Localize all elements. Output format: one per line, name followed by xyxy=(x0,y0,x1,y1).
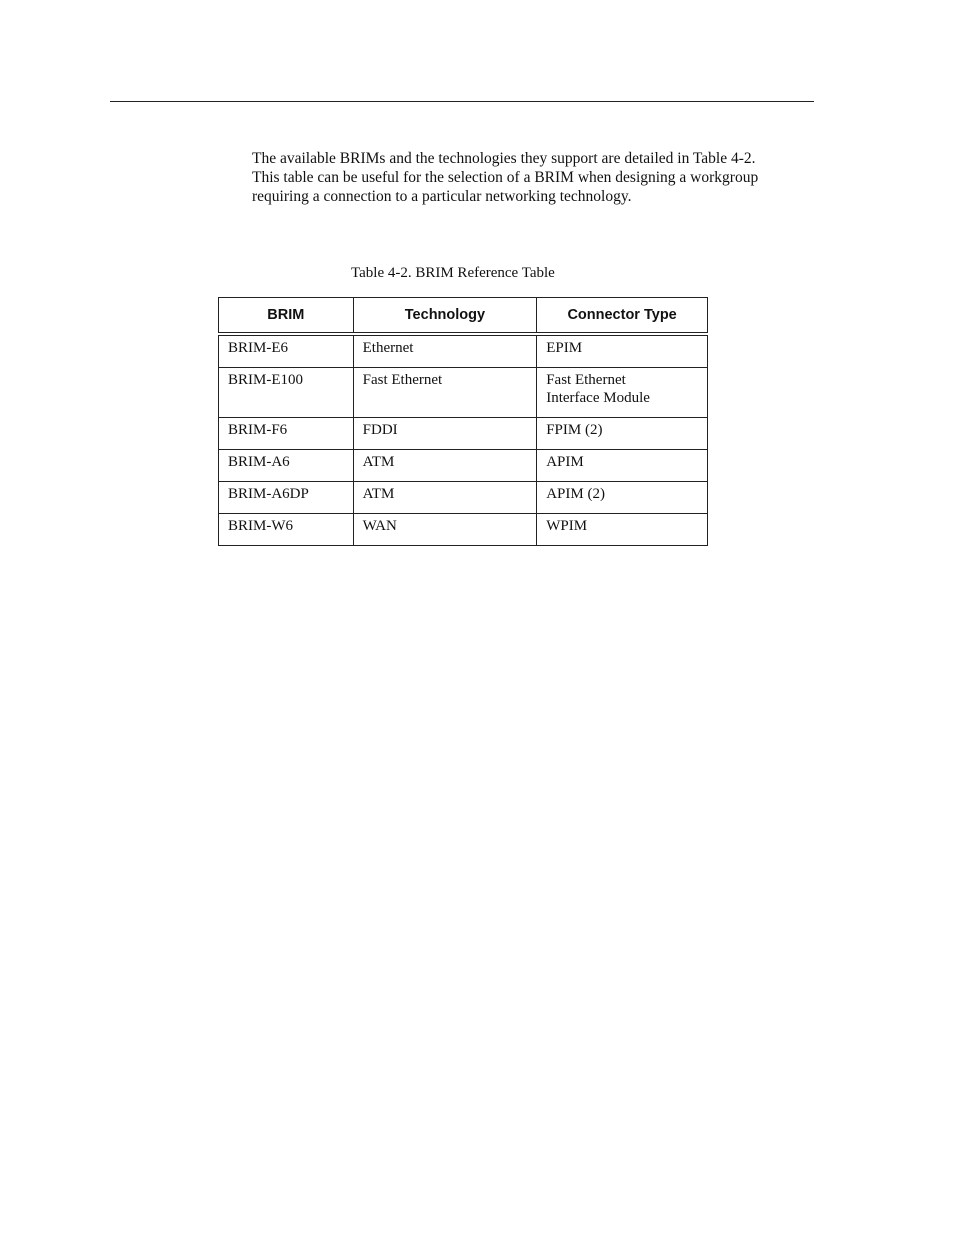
cell-brim: BRIM-W6 xyxy=(219,514,354,546)
cell-brim: BRIM-A6 xyxy=(219,450,354,482)
intro-paragraph xyxy=(252,149,822,206)
connector-line: Fast Ethernet xyxy=(546,372,626,388)
cell-connector xyxy=(537,418,708,450)
intro-line: This table can be useful for the selection of a BRIM when designing a workgroup xyxy=(252,169,759,186)
cell-technology: Fast Ethernet xyxy=(353,368,537,418)
cell-connector xyxy=(537,334,708,368)
cell-brim: BRIM-E6 xyxy=(219,334,354,368)
connector-line: FPIM (2) xyxy=(546,422,603,438)
column-header-connector-type: Connector Type xyxy=(537,298,708,335)
cell-connector xyxy=(537,450,708,482)
cell-technology: FDDI xyxy=(353,418,537,450)
intro-line: The available BRIMs and the technologies they support are detailed in Table 4-2. xyxy=(252,150,756,167)
cell-technology: ATM xyxy=(353,450,537,482)
cell-brim: BRIM-E100 xyxy=(219,368,354,418)
column-header-brim: BRIM xyxy=(219,298,354,335)
cell-brim: BRIM-F6 xyxy=(219,418,354,450)
table-row xyxy=(219,418,708,450)
table-header-row xyxy=(219,298,708,335)
connector-line: Interface Module xyxy=(546,390,650,406)
cell-technology: ATM xyxy=(353,482,537,514)
cell-brim: BRIM-A6DP xyxy=(219,482,354,514)
connector-line: APIM (2) xyxy=(546,486,605,502)
cell-technology: Ethernet xyxy=(353,334,537,368)
cell-connector xyxy=(537,482,708,514)
table-caption: Table 4-2. BRIM Reference Table xyxy=(351,265,555,281)
connector-line: WPIM xyxy=(546,518,588,534)
cell-technology: WAN xyxy=(353,514,537,546)
table-row xyxy=(219,368,708,418)
connector-line: EPIM xyxy=(546,340,583,356)
cell-connector xyxy=(537,514,708,546)
table-row xyxy=(219,514,708,546)
cell-connector xyxy=(537,368,708,418)
intro-line: requiring a connection to a particular networking technology. xyxy=(252,188,632,205)
table-row xyxy=(219,334,708,368)
table-row xyxy=(219,482,708,514)
column-header-technology: Technology xyxy=(353,298,537,335)
table-row xyxy=(219,450,708,482)
brim-reference-table xyxy=(218,297,708,546)
connector-line: APIM xyxy=(546,454,584,470)
header-rule xyxy=(110,101,814,102)
